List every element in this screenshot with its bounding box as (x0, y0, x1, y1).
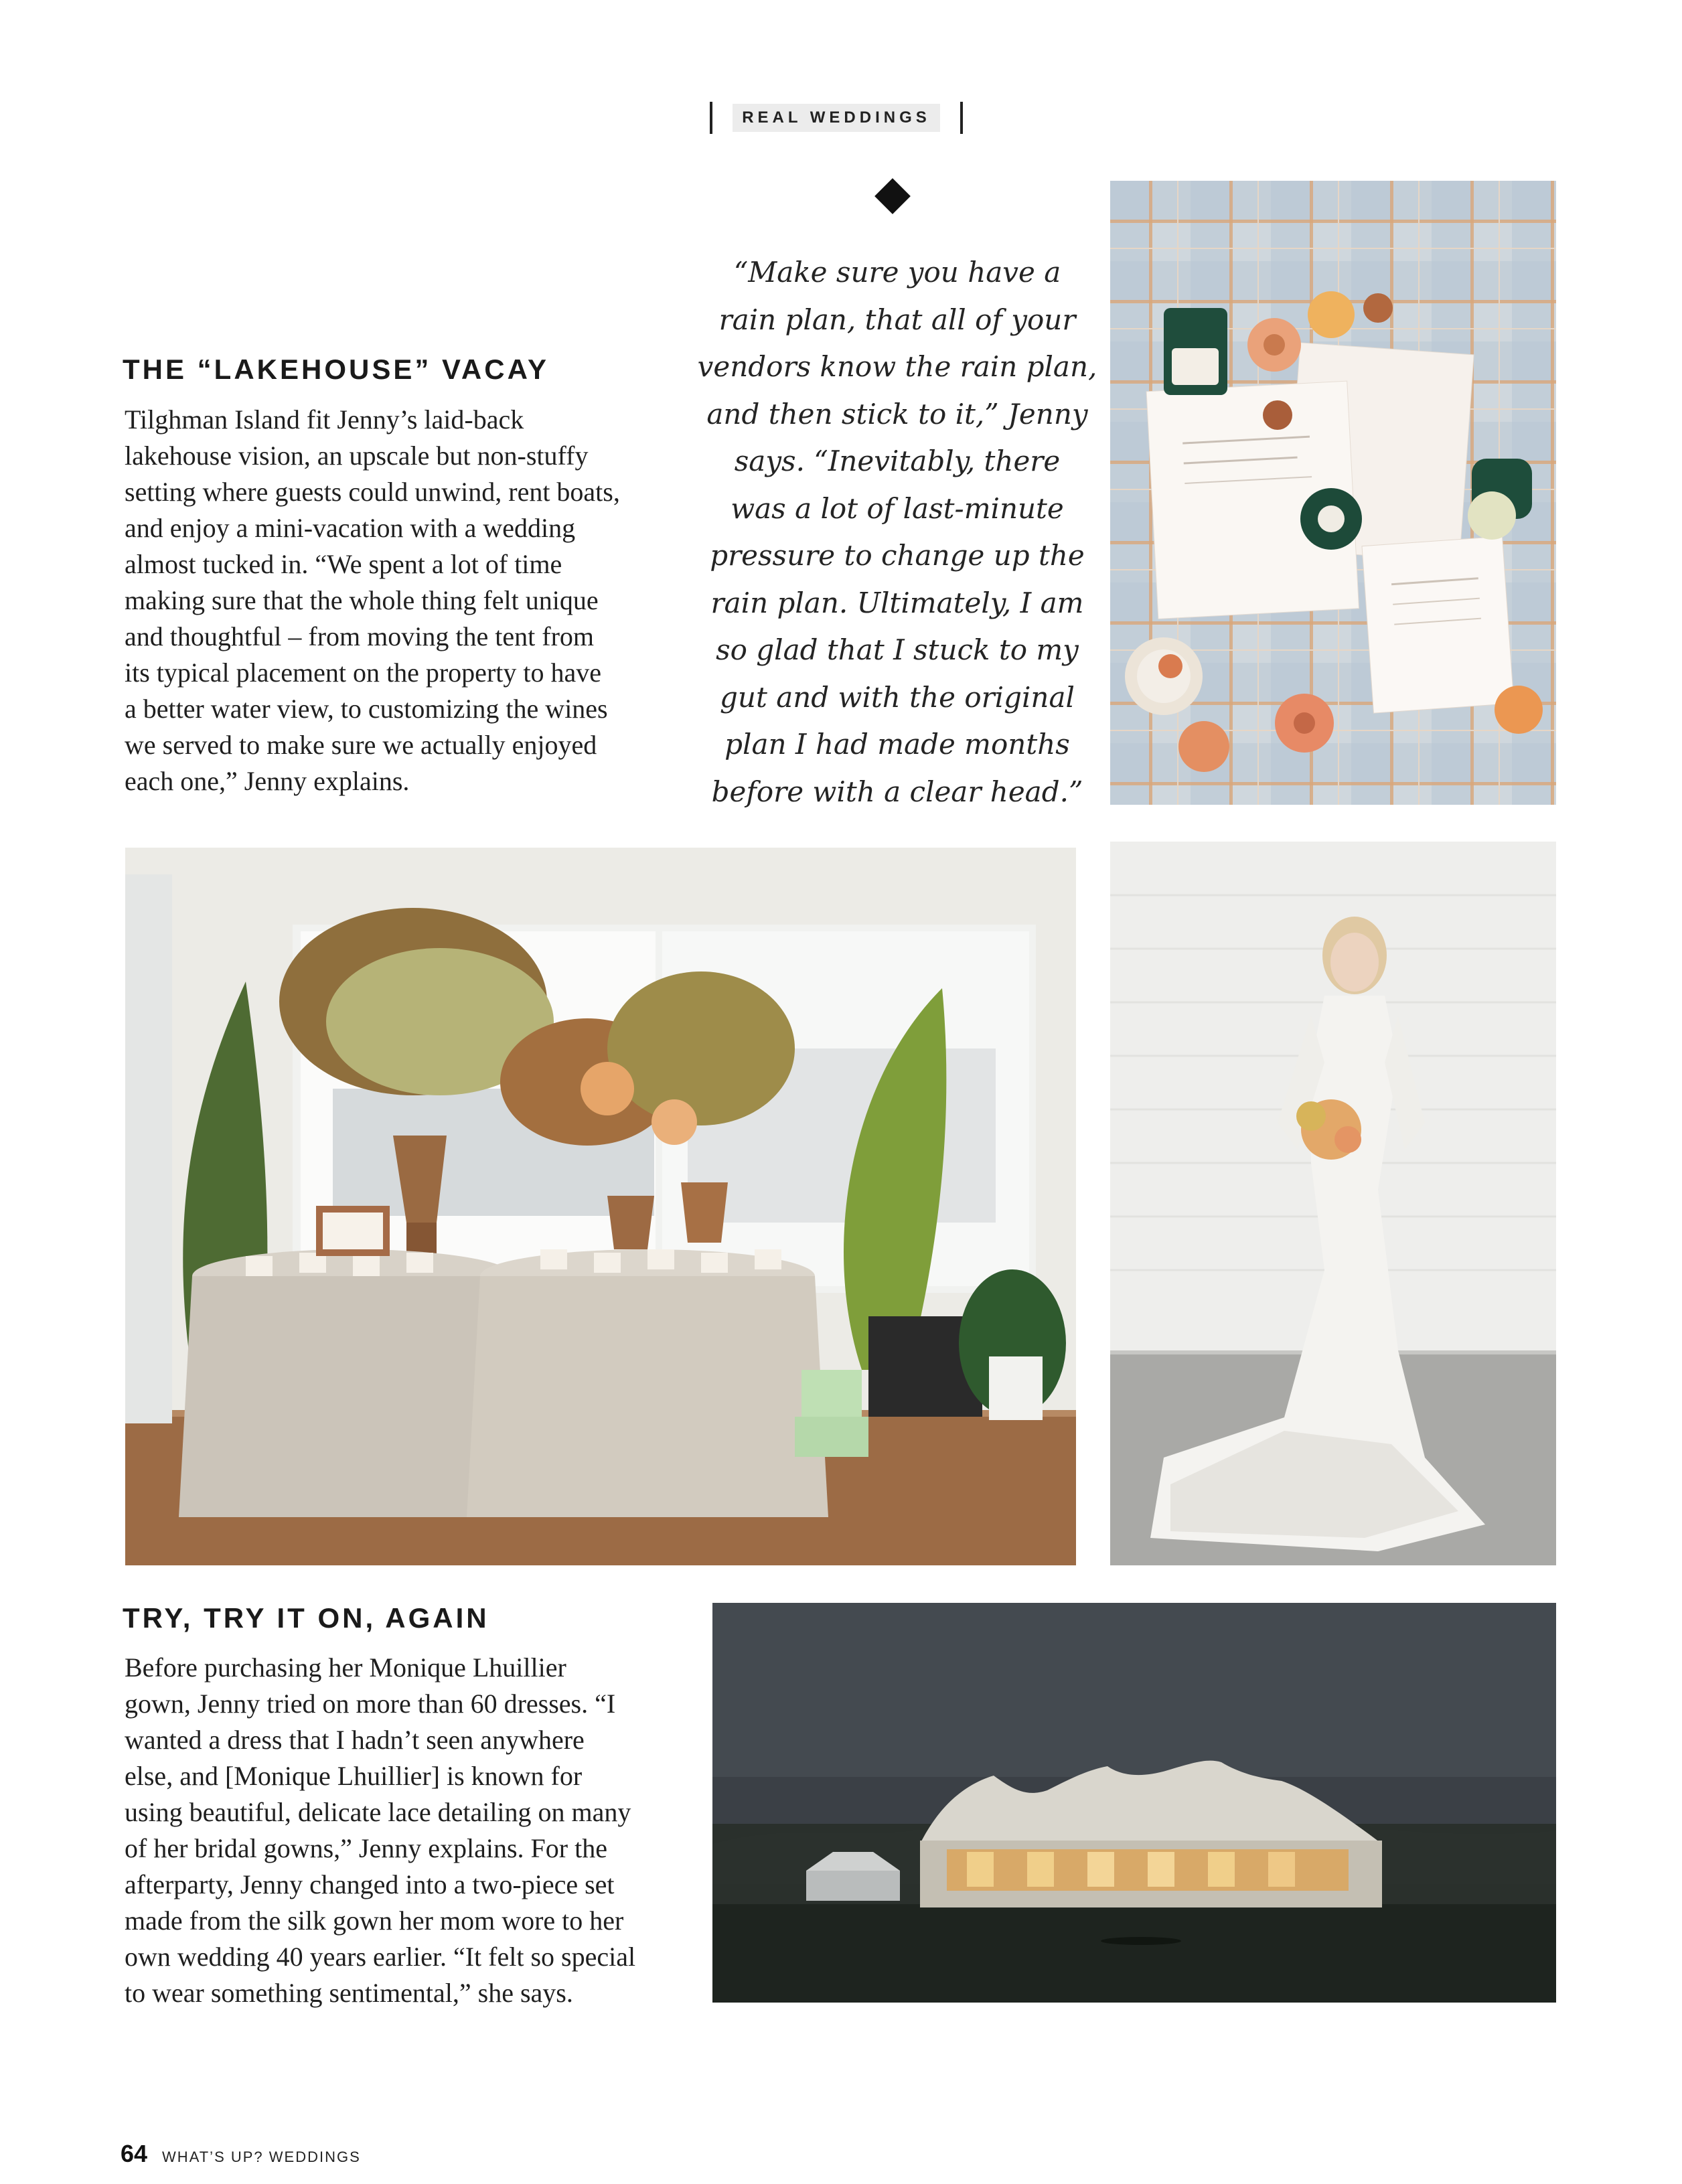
body-line: afterparty, Jenny changed into a two-piece set (125, 1869, 615, 1899)
quote-line: rain plan. Ultimately, I am (710, 586, 1084, 619)
body-line: wanted a dress that I hadn’t seen anywhere (125, 1725, 585, 1755)
section-tag (710, 102, 963, 134)
photo-escort-table (125, 848, 1076, 1565)
body-line: own wedding 40 years earlier. “It felt so special (125, 1942, 636, 1972)
quote-line: plan I had made months (724, 728, 1070, 761)
body-line: its typical placement on the property to have (125, 657, 601, 688)
publication-name: WHAT’S UP? WEDDINGS (162, 2149, 361, 2165)
quote-line: so glad that I stuck to my (716, 633, 1079, 666)
body-line: gown, Jenny tried on more than 60 dresses. “I (125, 1689, 616, 1719)
photo-tent-dusk (712, 1603, 1556, 2003)
section-heading-lakehouse: THE “LAKEHOUSE” VACAY (123, 354, 550, 385)
body-line: we served to make sure we actually enjoyed (125, 730, 597, 760)
section-body-lakehouse (125, 402, 680, 799)
body-line: Tilghman Island fit Jenny’s laid-back (125, 404, 524, 435)
quote-line: before with a clear head.” (711, 775, 1083, 808)
section-heading-try-it-on: TRY, TRY IT ON, AGAIN (123, 1602, 489, 1634)
page-number: 64 (121, 2140, 148, 2167)
quote-line: vendors know the rain plan, (697, 350, 1097, 383)
quote-line: says. “Inevitably, there (734, 445, 1061, 477)
body-line: a better water view, to customizing the wines (125, 694, 608, 724)
body-line: using beautiful, delicate lace detailing on many (125, 1797, 631, 1827)
quote-line: rain plan, that all of your (718, 303, 1076, 336)
quote-line: “Make sure you have a (733, 256, 1061, 289)
body-line: made from the silk gown her mom wore to her (125, 1905, 624, 1936)
photo-bride-portrait (1110, 842, 1556, 1565)
section-tag-label: REAL WEDDINGS (733, 104, 940, 132)
quote-line: gut and with the original (720, 680, 1075, 714)
page-footer (121, 2140, 361, 2168)
quote-line: and then stick to it,” Jenny (706, 397, 1088, 431)
tag-divider-left (710, 102, 712, 134)
photo-invitation-flatlay (1110, 181, 1556, 805)
body-line: setting where guests could unwind, rent boats, (125, 477, 620, 507)
body-line: making sure that the whole thing felt unique (125, 585, 599, 615)
body-line: and thoughtful – from moving the tent from (125, 621, 594, 651)
pull-quote (696, 249, 1098, 815)
body-line: each one,” Jenny explains. (125, 766, 410, 796)
section-body-try-it-on (125, 1650, 680, 2011)
quote-line: pressure to change up the (710, 539, 1085, 572)
body-line: almost tucked in. “We spent a lot of time (125, 549, 562, 579)
body-line: and enjoy a mini-vacation with a wedding (125, 513, 576, 543)
body-line: of her bridal gowns,” Jenny explains. For the (125, 1833, 607, 1863)
body-line: lakehouse vision, an upscale but non-stuffy (125, 441, 589, 471)
tag-divider-right (960, 102, 963, 134)
body-line: Before purchasing her Monique Lhuillier (125, 1652, 566, 1683)
diamond-ornament-icon (874, 178, 911, 214)
body-line: to wear something sentimental,” she says. (125, 1978, 573, 2008)
body-line: else, and [Monique Lhuillier] is known for (125, 1761, 583, 1791)
quote-line: was a lot of last-minute (731, 491, 1064, 525)
